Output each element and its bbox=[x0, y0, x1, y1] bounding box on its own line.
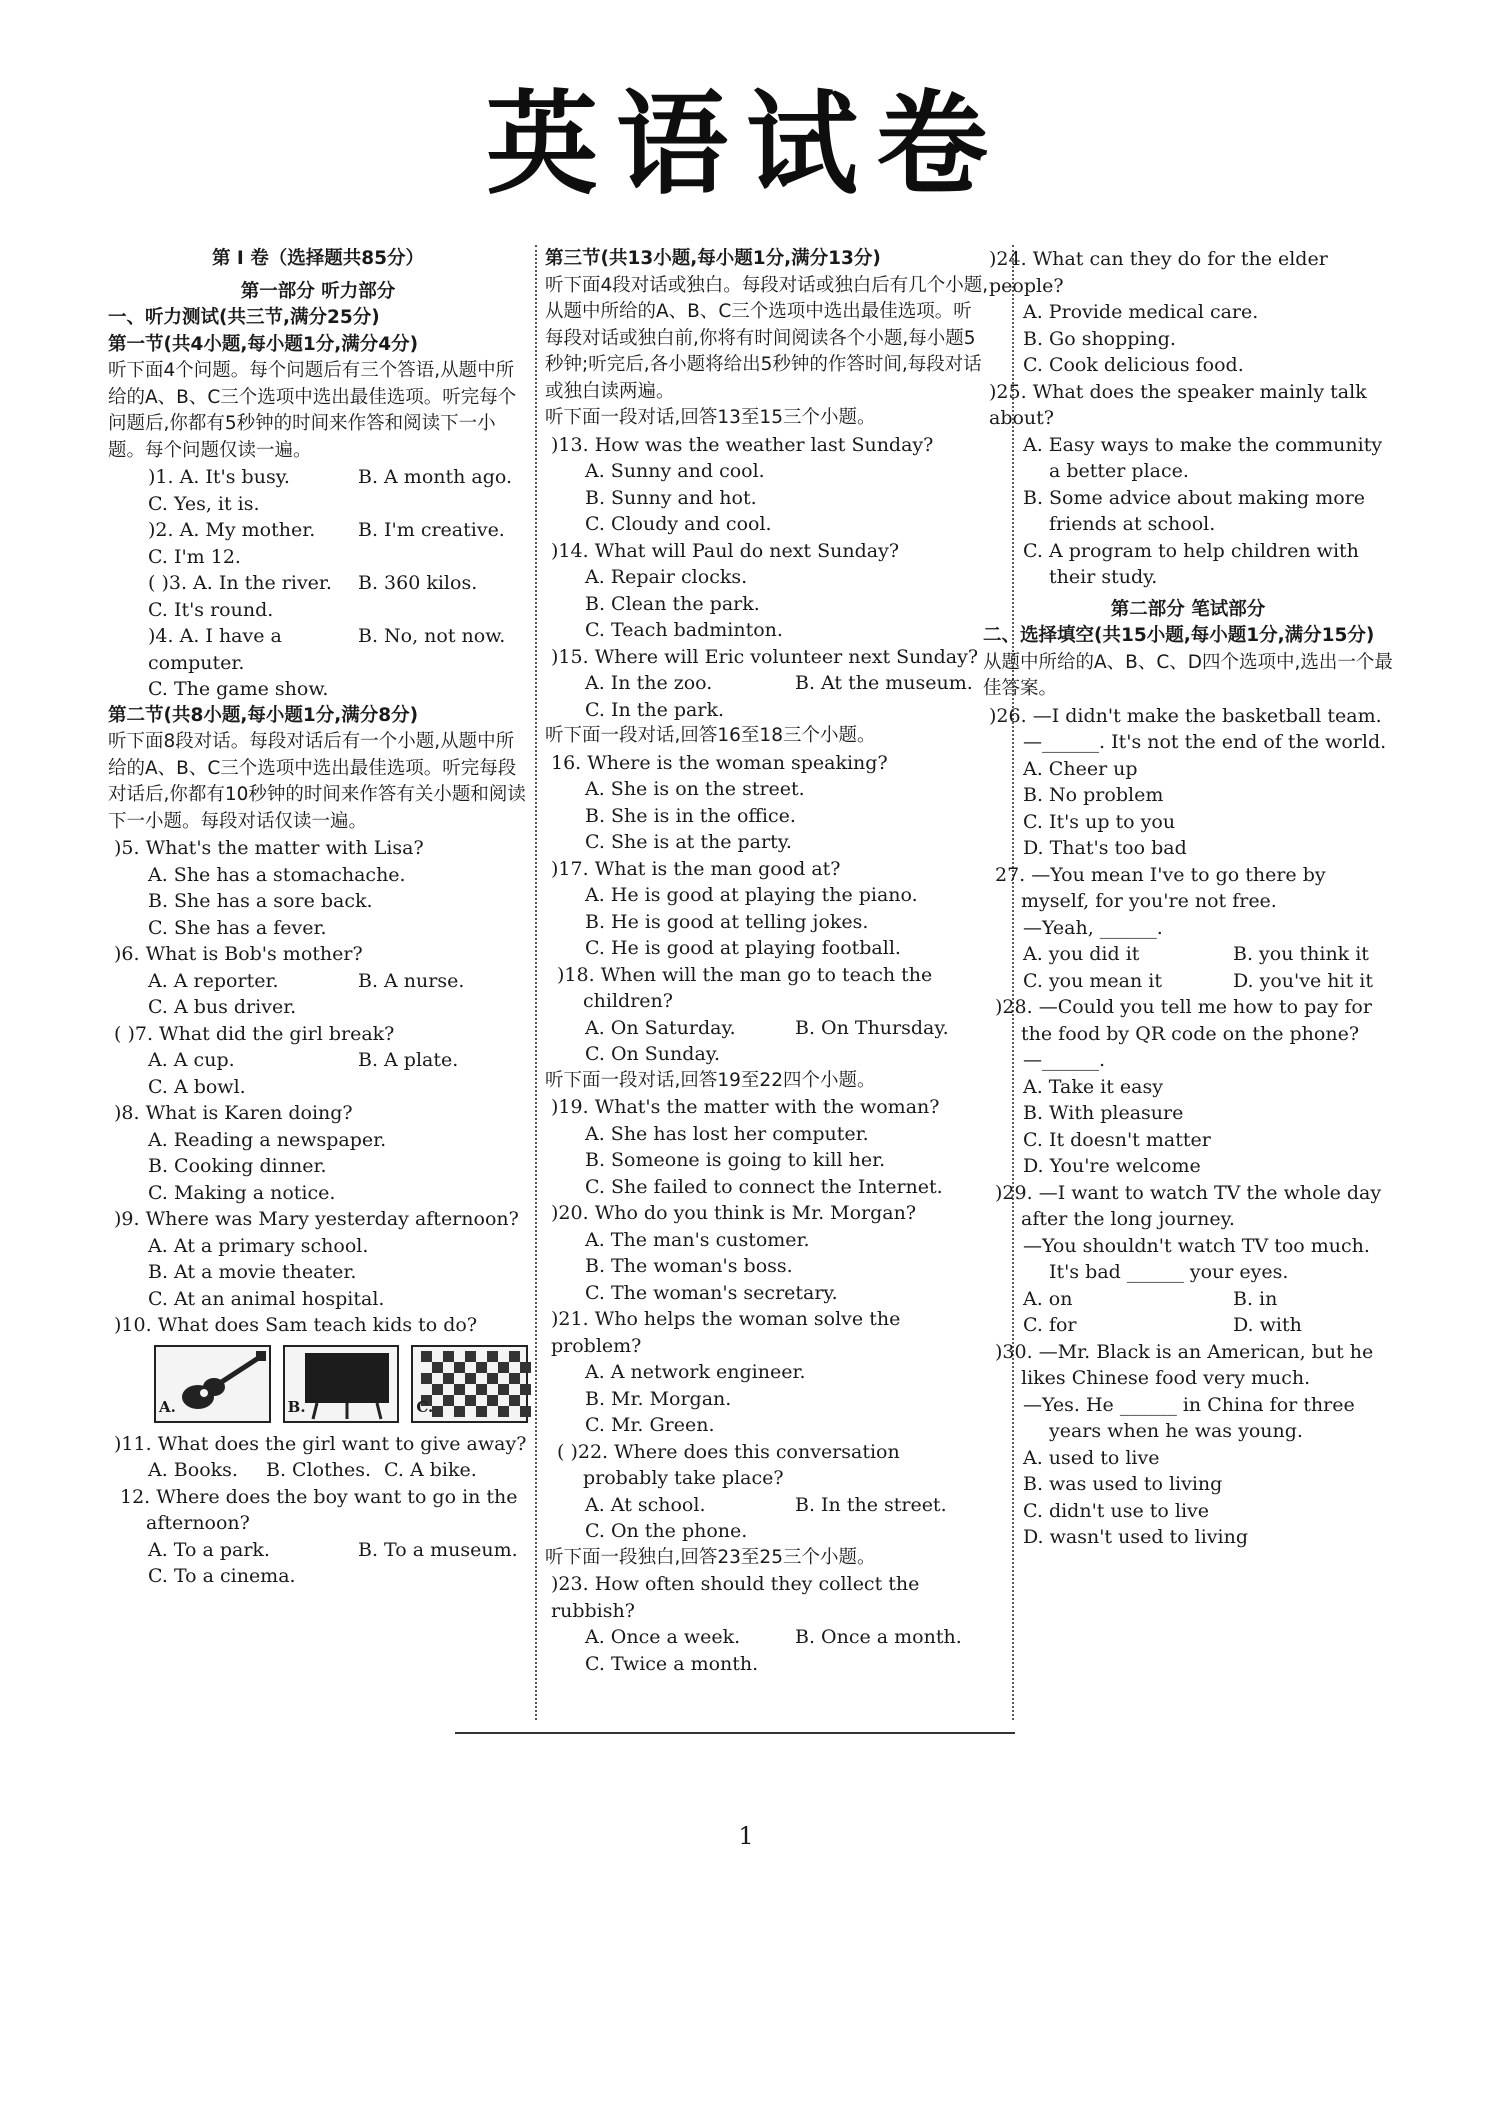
page-title: 英语试卷 bbox=[486, 80, 1006, 210]
chess-square bbox=[520, 1406, 531, 1417]
question-4: )4. A. I have a computer. B. No, not now. C. The game show. bbox=[148, 625, 506, 700]
picture-options bbox=[154, 1345, 528, 1423]
question-16: 16. Where is the woman speaking? A. She is on the street. B. She is in the office. C. She is at the party. bbox=[551, 751, 888, 853]
chess-square bbox=[509, 1351, 520, 1362]
chess-square bbox=[432, 1406, 443, 1417]
question-13: )13. How was the weather last Sunday? A. Sunny and cool. B. Sunny and hot. C. Cloudy and cool. bbox=[551, 433, 934, 535]
question-3: ( )3. A. In the river. B. 360 kilos. C. It's round. bbox=[148, 572, 478, 621]
chess-square bbox=[487, 1395, 498, 1406]
group-heading: 听下面一段对话,回答19至22四个小题。 bbox=[545, 1069, 876, 1091]
question-23: )23. How often should they collect the rubbish? A. Once a week. B. Once a month. C. Twice a month. bbox=[551, 1573, 962, 1675]
chess-square bbox=[454, 1384, 465, 1395]
question-14: )14. What will Paul do next Sunday? A. Repair clocks. B. Clean the park. C. Teach badminton. bbox=[551, 539, 900, 641]
question-5: )5. What's the matter with Lisa? A. She has a stomachache. B. She has a sore back. C. She has a fever. bbox=[114, 837, 424, 939]
group-heading: 听下面一段对话,回答16至18三个小题。 bbox=[545, 725, 876, 746]
question-28: )28. —Could you tell me how to pay for the food by QR code on the phone? —______. A. Take it easy B. With pleasure C. It doesn't matter D. You're welcome bbox=[995, 996, 1372, 1177]
chess-square bbox=[498, 1362, 509, 1373]
question-20: )20. Who do you think is Mr. Morgan? A. The man's customer. B. The woman's boss. C. The woman's secretary. bbox=[551, 1202, 917, 1304]
chess-square bbox=[476, 1362, 487, 1373]
question-24: )24. What can they do for the elder people? A. Provide medical care. B. Go shopping. C. Cook delicious food. bbox=[989, 248, 1328, 376]
question-8: )8. What is Karen doing? A. Reading a newspaper. B. Cooking dinner. C. Making a notice. bbox=[114, 1102, 387, 1204]
chess-square bbox=[465, 1351, 476, 1362]
chess-square bbox=[498, 1384, 509, 1395]
section-heading: 一、听力测试(共三节,满分25分) bbox=[108, 307, 380, 328]
column-2 bbox=[545, 246, 990, 1677]
subsection-heading: 第三节(共13小题,每小题1分,满分13分) bbox=[545, 248, 881, 269]
question-27: 27. —You mean I've to go there by myself, for you're not free. —Yeah, ______. A. you did it B. you think it C. you mean it D. you've hit it bbox=[995, 863, 1373, 992]
group-heading: 听下面一段对话,回答13至15三个小题。 bbox=[545, 407, 876, 428]
chess-square bbox=[520, 1362, 531, 1373]
question-30: )30. —Mr. Black is an American, but he likes Chinese food very much. —Yes. He ______ in China for three years when he was young. A. used to live B. was used to living C. didn't use to live D. wasn't used to living bbox=[995, 1340, 1374, 1548]
chessboard-picture: C. bbox=[411, 1345, 528, 1423]
column-1 bbox=[108, 246, 528, 1590]
chess-square bbox=[509, 1395, 520, 1406]
chess-square bbox=[476, 1406, 487, 1417]
chess-square bbox=[432, 1384, 443, 1395]
column-3 bbox=[983, 246, 1393, 1551]
chess-square bbox=[520, 1384, 531, 1395]
chess-square bbox=[421, 1351, 432, 1362]
question-29: )29. —I want to watch TV the whole day after the long journey. —You shouldn't watch TV too much. It's bad ______ your eyes. A. on B. in C. for D. with bbox=[995, 1181, 1382, 1336]
question-19: )19. What's the matter with the woman? A. She has lost her computer. B. Someone is going to kill her. C. She failed to connect the Internet. bbox=[551, 1096, 943, 1198]
question-18: )18. When will the man go to teach the children? A. On Saturday. B. On Thursday. C. On Sunday. bbox=[557, 963, 949, 1065]
chess-square bbox=[443, 1373, 454, 1384]
chess-square bbox=[443, 1351, 454, 1362]
question-2: )2. A. My mother. B. I'm creative. C. I'm 12. bbox=[148, 519, 505, 568]
section-heading: 二、选择填空(共15小题,每小题1分,满分15分) bbox=[983, 625, 1375, 646]
question-1: )1. A. It's busy. B. A month ago. C. Yes, it is. bbox=[148, 466, 513, 515]
instructions: 听下面8段对话。每段对话后有一个小题,从题中所给的A、B、C三个选项中选出最佳选项。听完每段对话后,你都有10秒钟的时间来作答有关小题和阅读下一小题。每段对话仅读一遍。 bbox=[108, 731, 526, 832]
chess-square bbox=[454, 1406, 465, 1417]
question-11: )11. What does the girl want to give away? A. Books. B. Clothes. C. A bike. bbox=[114, 1432, 527, 1481]
chess-square bbox=[421, 1373, 432, 1384]
chess-square bbox=[454, 1362, 465, 1373]
question-21: )21. Who helps the woman solve the problem? A. A network engineer. B. Mr. Morgan. C. Mr. Green. bbox=[551, 1308, 901, 1436]
column-divider bbox=[535, 245, 537, 1720]
part-heading: 第二部分 笔试部分 bbox=[1110, 598, 1266, 620]
guitar-picture: A. bbox=[154, 1345, 271, 1423]
question-26: )26. —I didn't make the basketball team. —______. It's not the end of the world. A. Cheer up B. No problem C. It's up to you D. That's too bad bbox=[989, 704, 1387, 859]
chess-square bbox=[498, 1406, 509, 1417]
instructions: 听下面4个问题。每个问题后有三个答语,从题中所给的A、B、C三个选项中选出最佳选项。听完每个问题后,你都有5秒钟的时间来作答和阅读下一小题。每个问题仅读一遍。 bbox=[108, 360, 517, 461]
question-22: ( )22. Where does this conversation probably take place? A. At school. B. In the street. C. On the phone. bbox=[557, 1440, 947, 1542]
question-17: )17. What is the man good at? A. He is good at playing the piano. B. He is good at telling jokes. C. He is good at playing football. bbox=[551, 857, 918, 959]
chess-square bbox=[465, 1373, 476, 1384]
page-number: 1 bbox=[738, 1822, 754, 1850]
part-heading: 第一部分 听力部分 bbox=[240, 280, 396, 302]
chess-square bbox=[487, 1373, 498, 1384]
volume-heading: 第 I 卷（选择题共85分） bbox=[211, 248, 424, 269]
chess-square bbox=[476, 1384, 487, 1395]
question-12: 12. Where does the boy want to go in the afternoon? A. To a park. B. To a museum. C. To a cinema. bbox=[120, 1485, 518, 1587]
instructions: 从题中所给的A、B、C、D四个选项中,选出一个最佳答案。 bbox=[983, 651, 1393, 699]
bottom-rule bbox=[455, 1732, 1015, 1734]
chess-square bbox=[465, 1395, 476, 1406]
blackboard-picture: B. bbox=[283, 1345, 400, 1423]
group-heading: 听下面一段独白,回答23至25三个小题。 bbox=[545, 1546, 876, 1568]
question-10: )10. What does Sam teach kids to do? A. B. C. bbox=[108, 1312, 528, 1423]
chess-square bbox=[509, 1373, 520, 1384]
subsection-heading: 第二节(共8小题,每小题1分,满分8分) bbox=[108, 704, 419, 726]
question-25: )25. What does the speaker mainly talk about? A. Easy ways to make the community a better place. B. Some advice about making more friends at school. C. A program to help children with their study. bbox=[989, 380, 1383, 588]
chess-square bbox=[487, 1351, 498, 1362]
question-7: ( )7. What did the girl break? A. A cup. B. A plate. C. A bowl. bbox=[114, 1022, 459, 1098]
chess-square bbox=[432, 1362, 443, 1373]
question-15: )15. Where will Eric volunteer next Sunday? A. In the zoo. B. At the museum. C. In the park. bbox=[551, 645, 979, 721]
question-9: )9. Where was Mary yesterday afternoon? A. At a primary school. B. At a movie theater. C. At an animal hospital. bbox=[114, 1208, 519, 1310]
question-6: )6. What is Bob's mother? A. A reporter. B. A nurse. C. A bus driver. bbox=[114, 943, 465, 1018]
chess-square bbox=[443, 1395, 454, 1406]
subsection-heading: 第一节(共4小题,每小题1分,满分4分) bbox=[108, 333, 419, 355]
instructions: 听下面4段对话或独白。每段对话或独白后有几个小题,从题中所给的A、B、C三个选项中选出最佳选项。听每段对话或独白前,你将有时间阅读各个小题,每小题5秒钟;听完后,各小题将给出5秒钟的作答时间,每段对话或独白读两遍。 bbox=[545, 274, 989, 402]
